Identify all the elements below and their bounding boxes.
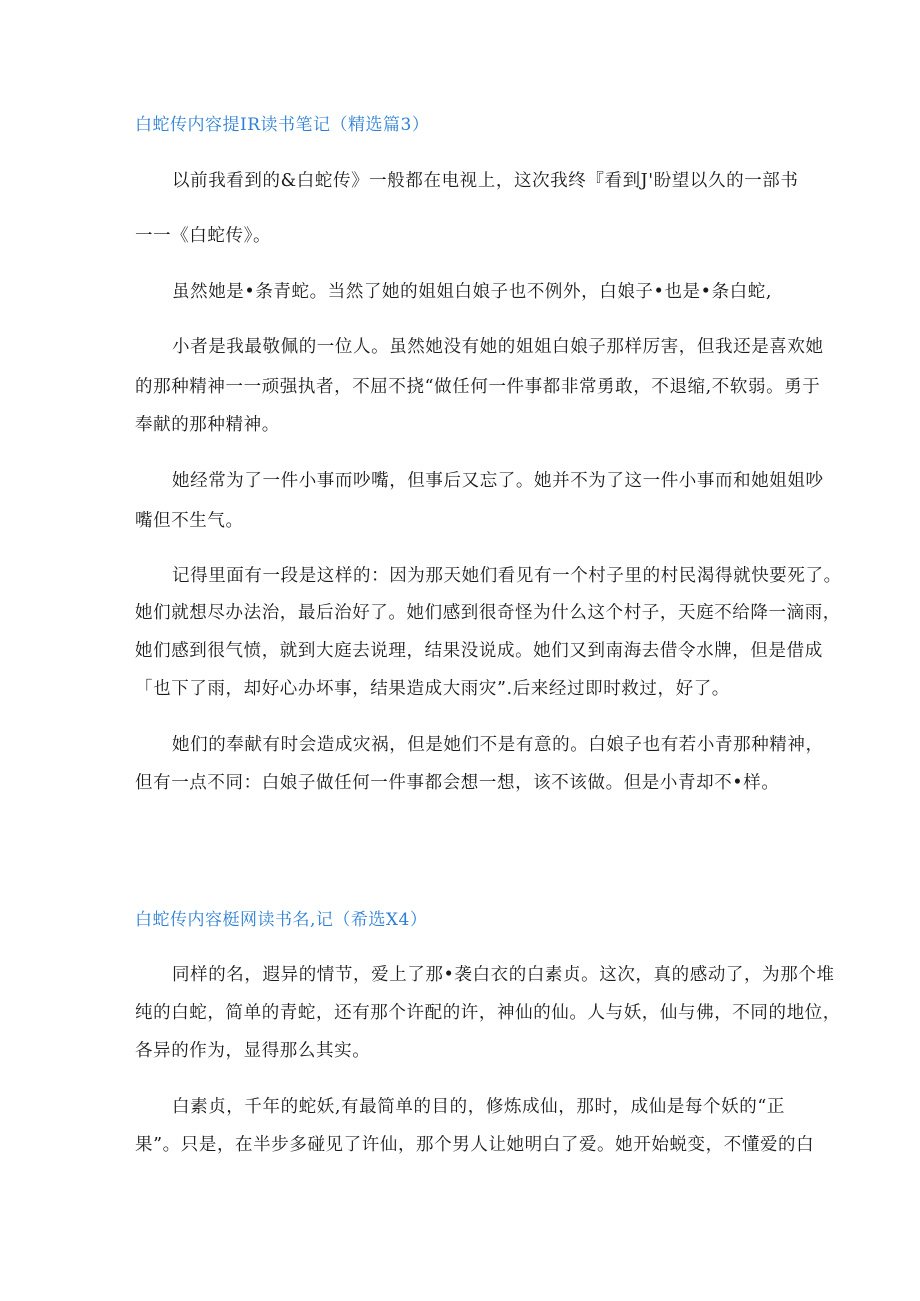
paragraph-line: 白素贞，千年的蛇妖,有最简单的目的，修炼成仙，那时，成仙是每个妖的“正 [172, 1097, 786, 1117]
paragraph-line: 她们就想尽办法治，最后治好了。她们感到很奇怪为什么这个村子，天庭不给降一滴雨， [135, 603, 841, 623]
paragraph-line: 一一《白蛇传》。 [135, 226, 272, 246]
paragraph-line: 她经常为了一件小事而吵嘴，但事后又忘了。她并不为了这一件小事而和她姐姐吵 [172, 471, 824, 491]
paragraph-line: 同样的名，遐异的情节，爱上了那•袭白衣的白素贞。这次，真的感动了，为那个堆 [172, 965, 835, 985]
paragraph-line: 以前我看到的&白蛇传》一般都在电视上，这次我终『看到J'盼望以久的一部书 [172, 171, 799, 191]
paragraph-line: 虽然她是•条青蛇。当然了她的姐姐白娘子也不例外，白娘子•也是•条白蛇, [172, 282, 773, 302]
paragraph-line: 的那种精神一一顽强执者，不屈不挠“做任何一件事都非常勇敢，不退缩,不软弱。勇于 [135, 377, 821, 397]
section-heading-1: 白蛇传内容提IR读书笔记（精选篇3） [135, 115, 430, 135]
paragraph-line: 各异的作为，显得那么其实。 [135, 1041, 371, 1061]
paragraph-line: 但有一点不同：白娘子做任何一件事都会想一想，该不该做。但是小青却不•样。 [135, 773, 780, 793]
paragraph-line: 她们的奉献有时会造成灾祸，但是她们不是有意的。白娘子也有若小青那种精神， [172, 735, 824, 755]
paragraph-line: 小者是我最敬佩的一位人。虽然她没有她的姐姐白娘子那样厉害，但我还是喜欢她 [172, 337, 824, 357]
paragraph-line: 纯的白蛇，简单的青蛇，还有那个许配的许，神仙的仙。人与妖，仙与佛，不同的地位， [135, 1003, 841, 1023]
section-heading-2: 白蛇传内容梃网读书名,记（希选X4） [135, 910, 428, 930]
paragraph-line: 她们感到很气愤，就到大庭去说理，结果没说成。她们又到南海去借令水牌，但是借成 [135, 641, 823, 661]
paragraph-line: 「也下了雨，却好心办坏事，结果造成大雨灾”.后来经过即时救过，好了。 [135, 679, 730, 699]
paragraph-line: 果”。只是，在半步多碰见了许仙，那个男人让她明白了爱。她开始蜕变，不懂爱的白 [135, 1135, 815, 1155]
paragraph-line: 奉献的那种精神。 [135, 415, 280, 435]
paragraph-line: 嘴但不生气。 [135, 511, 244, 531]
paragraph-line: 记得里面有一段是这样的：因为那天她们看见有一个村子里的村民渴得就快要死了。 [172, 566, 842, 586]
